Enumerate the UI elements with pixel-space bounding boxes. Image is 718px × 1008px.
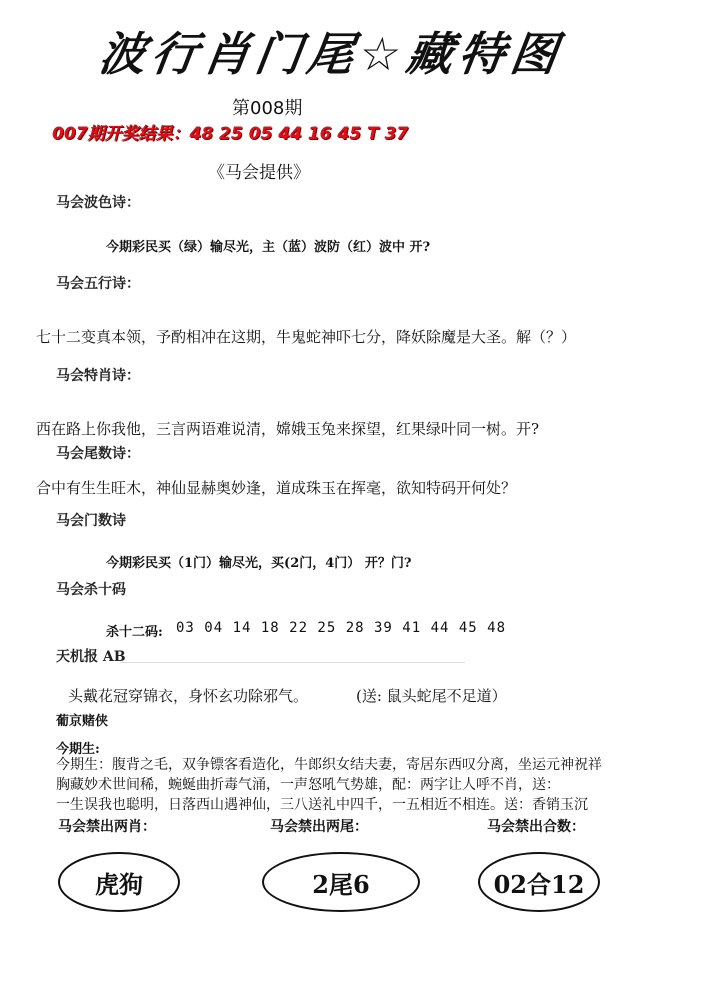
ban-tail-label: 马会禁出两尾： bbox=[270, 819, 368, 835]
kill-numbers-label: 马会杀十码 bbox=[56, 582, 126, 598]
today-line-2: 胸藏妙术世间稀，蜿蜒曲折毒气涌，一声怒吼气势雄，配：两字让人呼不肖，送： bbox=[56, 777, 560, 793]
ban-sum-label: 马会禁出合数： bbox=[487, 819, 585, 835]
ban-zodiac-value: 虎狗 bbox=[58, 852, 180, 912]
source-label: 《马会提供》 bbox=[208, 163, 310, 183]
wave-poem-label: 马会波色诗： bbox=[56, 195, 140, 211]
divider bbox=[120, 662, 465, 663]
previous-result: 007期开奖结果：48 25 05 44 16 45 T 37 bbox=[52, 124, 409, 144]
zodiac-poem-label: 马会特肖诗： bbox=[56, 368, 140, 384]
tail-poem-label: 马会尾数诗： bbox=[56, 446, 140, 462]
tianji-text: 头戴花冠穿锦衣，身怀玄功除邪气。 bbox=[68, 687, 309, 705]
tianji-note: (送: 鼠头蛇尾不足道） bbox=[356, 687, 507, 705]
door-poem-text: 今期彩民买（1门）输尽光，买(2门，4门） 开？门? bbox=[106, 556, 412, 571]
ban-tail-value: 2尾6 bbox=[262, 852, 420, 912]
wave-poem-text: 今期彩民买（绿）输尽光，主（蓝）波防（红）波中 开? bbox=[106, 240, 431, 255]
door-poem-label: 马会门数诗 bbox=[56, 513, 126, 529]
tail-poem-text: 合中有生生旺木，神仙显赫奥妙逢，道成珠玉在挥毫，欲知特码开何处？ bbox=[36, 479, 517, 497]
kill-numbers-prefix: 杀十二码: bbox=[106, 625, 163, 640]
today-label: 今期生: bbox=[56, 742, 100, 757]
kill-numbers-list: 03 04 14 18 22 25 28 39 41 44 45 48 bbox=[176, 620, 507, 636]
today-line-1: 今期生：腹背之毛，双争镖客看造化，牛郎织女结夫妻，寄居东西叹分离，坐运元神祝祥 bbox=[56, 757, 602, 773]
page-title: 波行肖门尾☆藏特图 bbox=[95, 27, 567, 81]
tianji-label: 天机报 AB bbox=[56, 649, 126, 665]
issue-number: 第008期 bbox=[232, 98, 303, 119]
ban-sum-value: 02合12 bbox=[478, 852, 600, 912]
five-element-poem-text: 七十二变真本领，予酌相冲在这期，牛鬼蛇神吓七分，降妖除魔是大圣。解（？） bbox=[36, 328, 577, 346]
pujing-label: 葡京赌侠 bbox=[56, 714, 109, 729]
ban-zodiac-label: 马会禁出两肖： bbox=[58, 819, 156, 835]
five-element-poem-label: 马会五行诗： bbox=[56, 276, 140, 292]
zodiac-poem-text: 西在路上你我他，三言两语难说清，嫦娥玉兔来探望，红果绿叶同一树。开? bbox=[36, 420, 540, 438]
today-line-3: 一生误我也聪明，日落西山遇神仙，三八送礼中四千，一五相近不相连。送：香销玉沉 bbox=[56, 797, 588, 813]
